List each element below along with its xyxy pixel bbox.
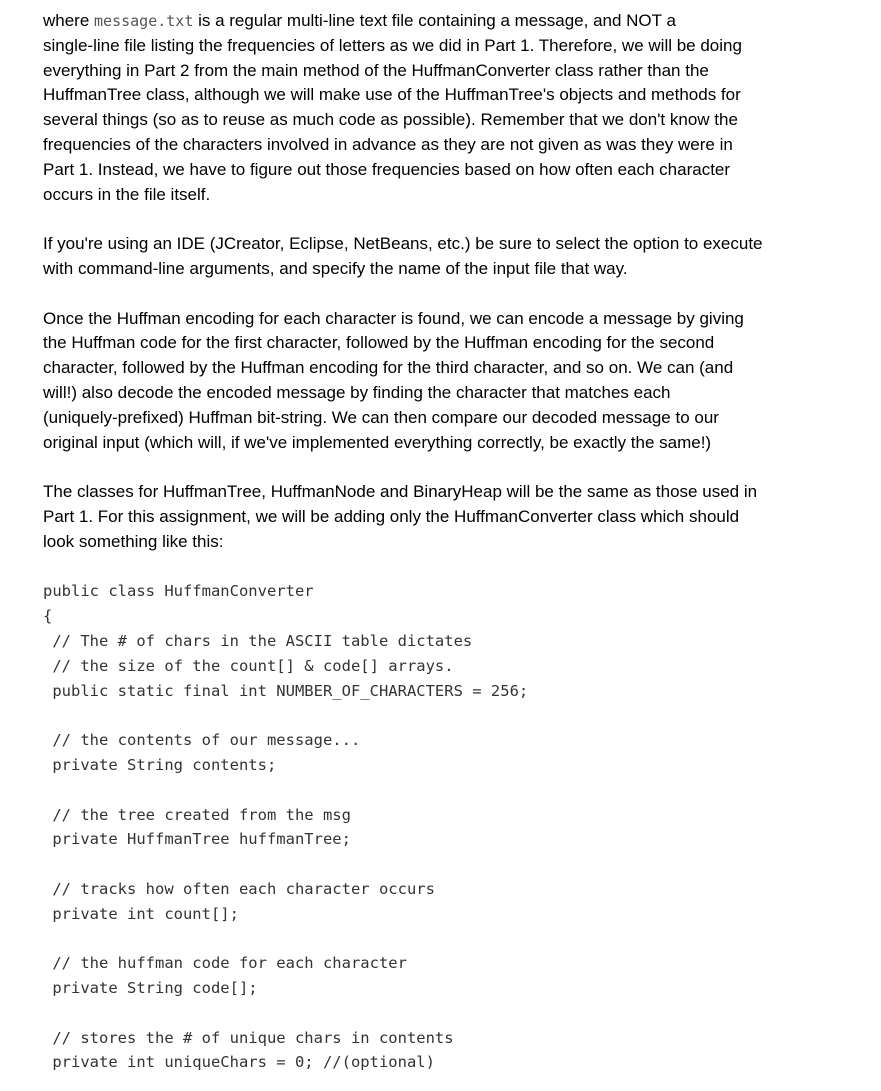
paragraph: [43, 232, 843, 282]
code-line: public class HuffmanConverter: [43, 582, 314, 601]
code-line: private String contents;: [43, 755, 277, 774]
code-line: // the tree created from the msg: [43, 805, 351, 824]
text-line: Part 1. Instead, we have to figure out those frequencies based on how often each character: [43, 159, 731, 179]
text-line: If you're using an IDE (JCreator, Eclipse, NetBeans, etc.) be sure to select the option to execute: [43, 234, 763, 254]
code-line: private int count[];: [43, 904, 239, 923]
text-line: Part 1. For this assignment, we will be adding only the HuffmanConverter class which should: [43, 506, 740, 526]
inline-code-filename: message.txt: [94, 12, 194, 30]
code-line: // stores the # of unique chars in contents: [43, 1028, 454, 1047]
text-segment: is a regular multi-line text file containing a message, and NOT a: [193, 11, 676, 30]
text-line: the Huffman code for the first character, followed by the Huffman encoding for the second: [43, 333, 715, 353]
text-line: several things (so as to reuse as much code as possible). Remember that we don't know the: [43, 110, 738, 130]
code-line: // the size of the count[] & code[] arrays.: [43, 656, 454, 675]
paragraph: [43, 9, 843, 207]
text-line: look something like this:: [43, 531, 224, 551]
document-page: [43, 9, 843, 1075]
text-line: (uniquely-prefixed) Huffman bit-string. We can then compare our decoded message to our: [43, 407, 719, 427]
text-line: with command-line arguments, and specify the name of the input file that way.: [43, 258, 628, 278]
code-line: // tracks how often each character occurs: [43, 879, 435, 898]
text-line: HuffmanTree class, although we will make use of the HuffmanTree's objects and methods for: [43, 85, 741, 105]
text-line: The classes for HuffmanTree, HuffmanNode and BinaryHeap will be the same as those used in: [43, 482, 758, 502]
code-line: private String code[];: [43, 979, 258, 998]
code-line: // the huffman code for each character: [43, 954, 407, 973]
text-line: will!) also decode the encoded message by finding the character that matches each: [43, 382, 671, 402]
text-line: character, followed by the Huffman encoding for the third character, and so on. We can (and: [43, 358, 734, 378]
text-line: everything in Part 2 from the main method of the HuffmanConverter class rather than the: [43, 60, 709, 80]
text-segment: where: [43, 11, 95, 30]
text-line: original input (which will, if we've implemented everything correctly, be exactly the same!): [43, 432, 712, 452]
code-line: [43, 703, 843, 728]
text-line: Once the Huffman encoding for each character is found, we can encode a message by giving: [43, 308, 744, 328]
text-line: [43, 9, 843, 34]
text-line: frequencies of the characters involved in advance as they are not given as was they were in: [43, 134, 733, 154]
code-block: [43, 579, 843, 1075]
code-line: private HuffmanTree huffmanTree;: [43, 830, 351, 849]
paragraph: [43, 307, 843, 456]
code-line: [43, 1001, 843, 1026]
code-line: // The # of chars in the ASCII table dictates: [43, 631, 473, 650]
document-text: [43, 9, 843, 555]
code-line: [43, 852, 843, 877]
code-line: [43, 926, 843, 951]
code-line: private int uniqueChars = 0; //(optional): [43, 1053, 435, 1072]
code-line: public static final int NUMBER_OF_CHARACTERS = 256;: [43, 681, 529, 700]
paragraph: [43, 480, 843, 554]
code-line: [43, 778, 843, 803]
code-line: {: [43, 607, 53, 626]
text-line: single-line file listing the frequencies of letters as we did in Part 1. Therefore, we will be doing: [43, 35, 742, 55]
text-line: occurs in the file itself.: [43, 184, 211, 204]
code-line: // the contents of our message...: [43, 731, 361, 750]
